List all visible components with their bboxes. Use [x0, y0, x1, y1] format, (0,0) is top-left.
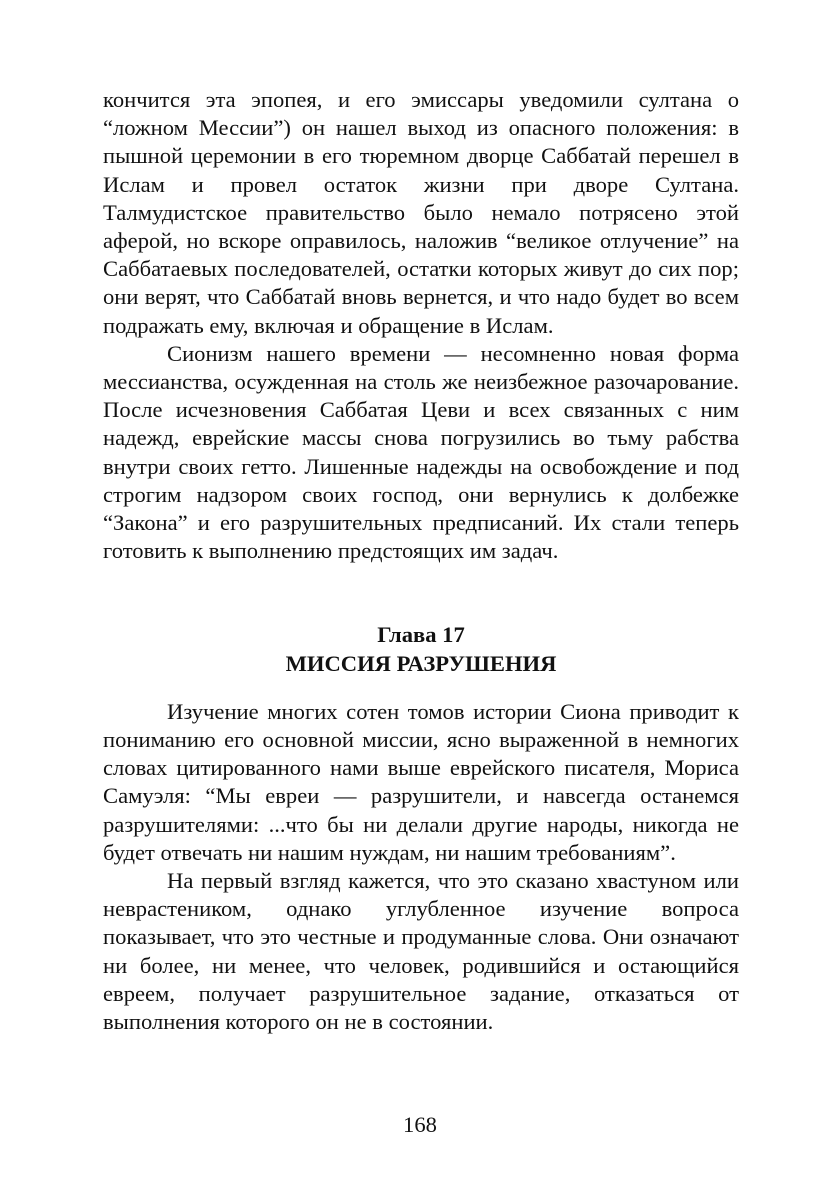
paragraph-zionism: Сионизм нашего времени — несомненно новая форма мессианства, осужденная на столь же неизбежное разочарование. После исчезновения Саббатая Цеви и всех связанных с ним надежд, еврейские массы снова погрузились во тьму рабства внутри своих гетто. Лишенные надежды на освобождение и под строгим надзором своих господ, они вернулись к долбежке “Закона” и его разрушительных предписаний. Их стали теперь готовить к выполнению предстоящих им задач. — [103, 340, 739, 564]
page-body — [103, 86, 739, 1036]
paragraph-first-glance: На первый взгляд кажется, что это сказано хвастуном или неврастеником, однако углубленное изучение вопроса показывает, что это честные и продуманные слова. Они означают ни более, ни менее, что человек, родившийся и остающийся евреем, получает разрушительное задание, отказаться от выполнения которого он не в состоянии. — [103, 868, 739, 1035]
chapter-title: МИССИЯ РАЗРУШЕНИЯ — [285, 650, 557, 676]
paragraph-continuation: кончится эта эпопея, и его эмиссары уведомили султана о “ложном Мессии”) он нашел выход из опасного положения: в пышной церемонии в его тюремном дворце Саббатай перешел в Ислам и провел остаток жизни при дворе Султана. Талмудистское правительство было немало потрясено этой аферой, но вскоре оправилось, наложив “великое отлучение” на Саббатаевых последователей, остатки которых живут до сих пор; они верят, что Саббатай вновь вернется, и что надо будет во всем подражать ему, включая и обращение в Ислам. — [103, 87, 739, 338]
chapter-number: Глава 17 — [377, 622, 465, 648]
paragraph-mission: Изучение многих сотен томов истории Сиона приводит к пониманию его основной миссии, ясно выраженной в немногих словах цитированного нами выше еврейского писателя, Мориса Самуэля: “Мы евреи — разрушители, и навсегда останемся разрушителями: ...что бы ни делали другие народы, никогда не будет отвечать ни нашим нуждам, ни нашим требованиям”. — [103, 698, 739, 865]
page-number: 168 — [403, 1112, 437, 1137]
